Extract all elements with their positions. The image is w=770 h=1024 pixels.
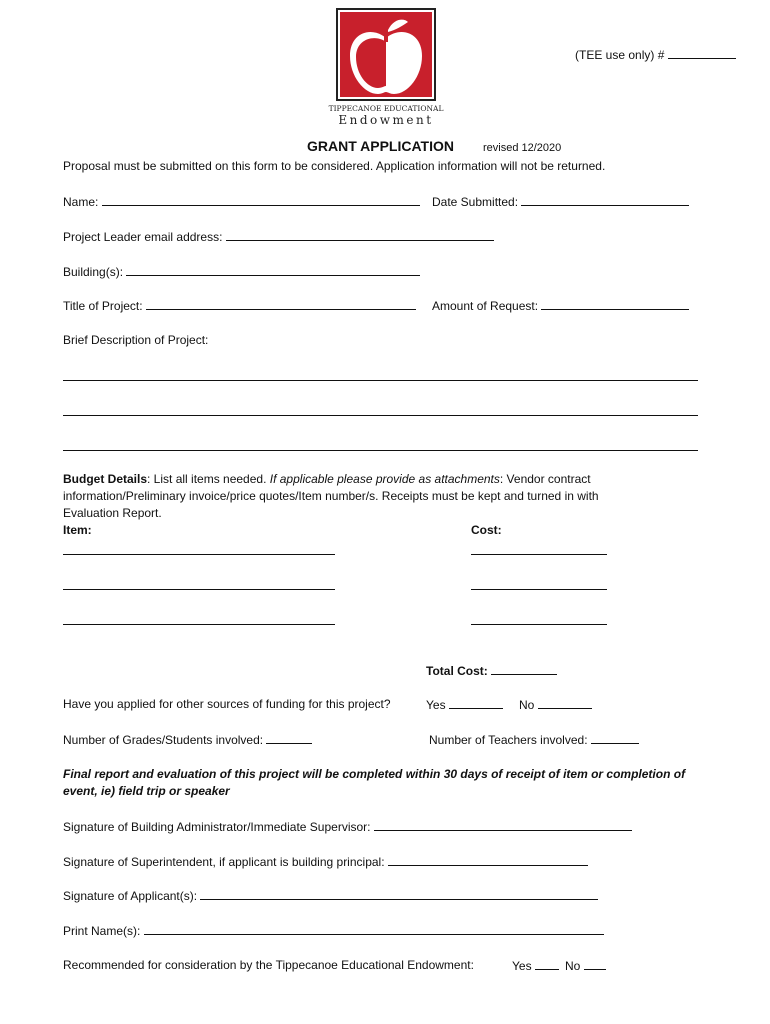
budget-italic: If applicable please provide as attachments bbox=[269, 472, 500, 486]
description-line-3[interactable] bbox=[63, 450, 698, 451]
endowment-logo bbox=[328, 8, 444, 128]
admin-signature-label: Signature of Building Administrator/Immediate Supervisor: bbox=[63, 820, 371, 834]
funding-yes-row bbox=[426, 697, 503, 713]
funding-no-row bbox=[519, 697, 592, 713]
recommended-no-label: No bbox=[565, 959, 581, 973]
item-header: Item: bbox=[63, 523, 92, 537]
final-report-line-2: event, ie) field trip or speaker bbox=[63, 784, 230, 798]
cost-line-2[interactable] bbox=[471, 589, 607, 590]
logo-org-line2: Endowment bbox=[338, 113, 434, 127]
tee-use-field[interactable] bbox=[668, 47, 736, 59]
recommended-no-field[interactable] bbox=[584, 958, 606, 970]
recommended-yes-label: Yes bbox=[512, 959, 532, 973]
project-title-row bbox=[63, 298, 416, 314]
teachers-label: Number of Teachers involved: bbox=[429, 733, 588, 747]
grades-students-row bbox=[63, 732, 312, 748]
superintendent-signature-field[interactable] bbox=[388, 854, 588, 866]
cost-line-3[interactable] bbox=[471, 624, 607, 625]
item-line-3[interactable] bbox=[63, 624, 335, 625]
budget-label: Budget Details bbox=[63, 472, 148, 486]
budget-text-2: : Vendor contract bbox=[499, 472, 591, 486]
page-title: GRANT APPLICATION bbox=[307, 138, 454, 154]
amount-field[interactable] bbox=[541, 298, 689, 310]
print-names-row bbox=[63, 923, 604, 939]
description-line-2[interactable] bbox=[63, 415, 698, 416]
funding-no-label: No bbox=[519, 698, 535, 712]
superintendent-signature-label: Signature of Superintendent, if applicant is building principal: bbox=[63, 855, 385, 869]
print-names-field[interactable] bbox=[144, 923, 604, 935]
item-line-2[interactable] bbox=[63, 589, 335, 590]
grades-students-field[interactable] bbox=[266, 732, 312, 744]
recommended-yes-field[interactable] bbox=[535, 958, 559, 970]
name-field[interactable] bbox=[102, 194, 420, 206]
buildings-row bbox=[63, 264, 420, 280]
buildings-label: Building(s): bbox=[63, 265, 124, 279]
admin-signature-field[interactable] bbox=[374, 819, 632, 831]
admin-signature-row bbox=[63, 819, 632, 835]
funding-question: Have you applied for other sources of funding for this project? bbox=[63, 697, 391, 711]
budget-intro-line-2: information/Preliminary invoice/price quotes/Item number/s. Receipts must be kept and turned in with bbox=[63, 489, 599, 503]
amount-row bbox=[432, 298, 689, 314]
applicant-signature-label: Signature of Applicant(s): bbox=[63, 889, 198, 903]
recommended-label: Recommended for consideration by the Tippecanoe Educational Endowment: bbox=[63, 958, 474, 972]
tee-use-label: (TEE use only) # bbox=[575, 48, 665, 62]
budget-intro-line-1 bbox=[63, 472, 591, 487]
logo-org-line1: TIPPECANOE EDUCATIONAL bbox=[328, 104, 444, 113]
date-row bbox=[432, 194, 689, 210]
total-cost-label: Total Cost: bbox=[426, 664, 488, 678]
project-title-field[interactable] bbox=[146, 298, 416, 310]
funding-yes-label: Yes bbox=[426, 698, 446, 712]
recommended-yes-row bbox=[512, 958, 559, 974]
submission-notice: Proposal must be submitted on this form to be considered. Application information will not be returned. bbox=[63, 159, 606, 173]
applicant-signature-field[interactable] bbox=[200, 888, 598, 900]
description-line-1[interactable] bbox=[63, 380, 698, 381]
description-label: Brief Description of Project: bbox=[63, 333, 209, 347]
applicant-signature-row bbox=[63, 888, 598, 904]
recommended-no-row bbox=[565, 958, 606, 974]
funding-no-field[interactable] bbox=[538, 697, 592, 709]
superintendent-signature-row bbox=[63, 854, 588, 870]
date-submitted-label: Date Submitted: bbox=[432, 195, 519, 209]
budget-intro-line-3: Evaluation Report. bbox=[63, 506, 162, 520]
budget-text-1: : List all items needed. bbox=[147, 472, 270, 486]
tee-use-only bbox=[575, 47, 736, 63]
cost-line-1[interactable] bbox=[471, 554, 607, 555]
email-field[interactable] bbox=[226, 229, 494, 241]
total-cost-row bbox=[426, 663, 557, 679]
item-line-1[interactable] bbox=[63, 554, 335, 555]
total-cost-field[interactable] bbox=[491, 663, 557, 675]
name-label: Name: bbox=[63, 195, 99, 209]
project-title-label: Title of Project: bbox=[63, 299, 143, 313]
funding-yes-field[interactable] bbox=[449, 697, 503, 709]
final-report-line-1: Final report and evaluation of this project will be completed within 30 days of receipt of item or completion of bbox=[63, 767, 686, 781]
email-row bbox=[63, 229, 494, 245]
name-row bbox=[63, 194, 420, 210]
buildings-field[interactable] bbox=[126, 264, 420, 276]
date-submitted-field[interactable] bbox=[521, 194, 689, 206]
revised-date: revised 12/2020 bbox=[483, 142, 562, 154]
email-label: Project Leader email address: bbox=[63, 230, 223, 244]
grades-students-label: Number of Grades/Students involved: bbox=[63, 733, 264, 747]
amount-label: Amount of Request: bbox=[432, 299, 539, 313]
teachers-row bbox=[429, 732, 639, 748]
teachers-field[interactable] bbox=[591, 732, 639, 744]
cost-header: Cost: bbox=[471, 523, 502, 537]
print-names-label: Print Name(s): bbox=[63, 924, 141, 938]
